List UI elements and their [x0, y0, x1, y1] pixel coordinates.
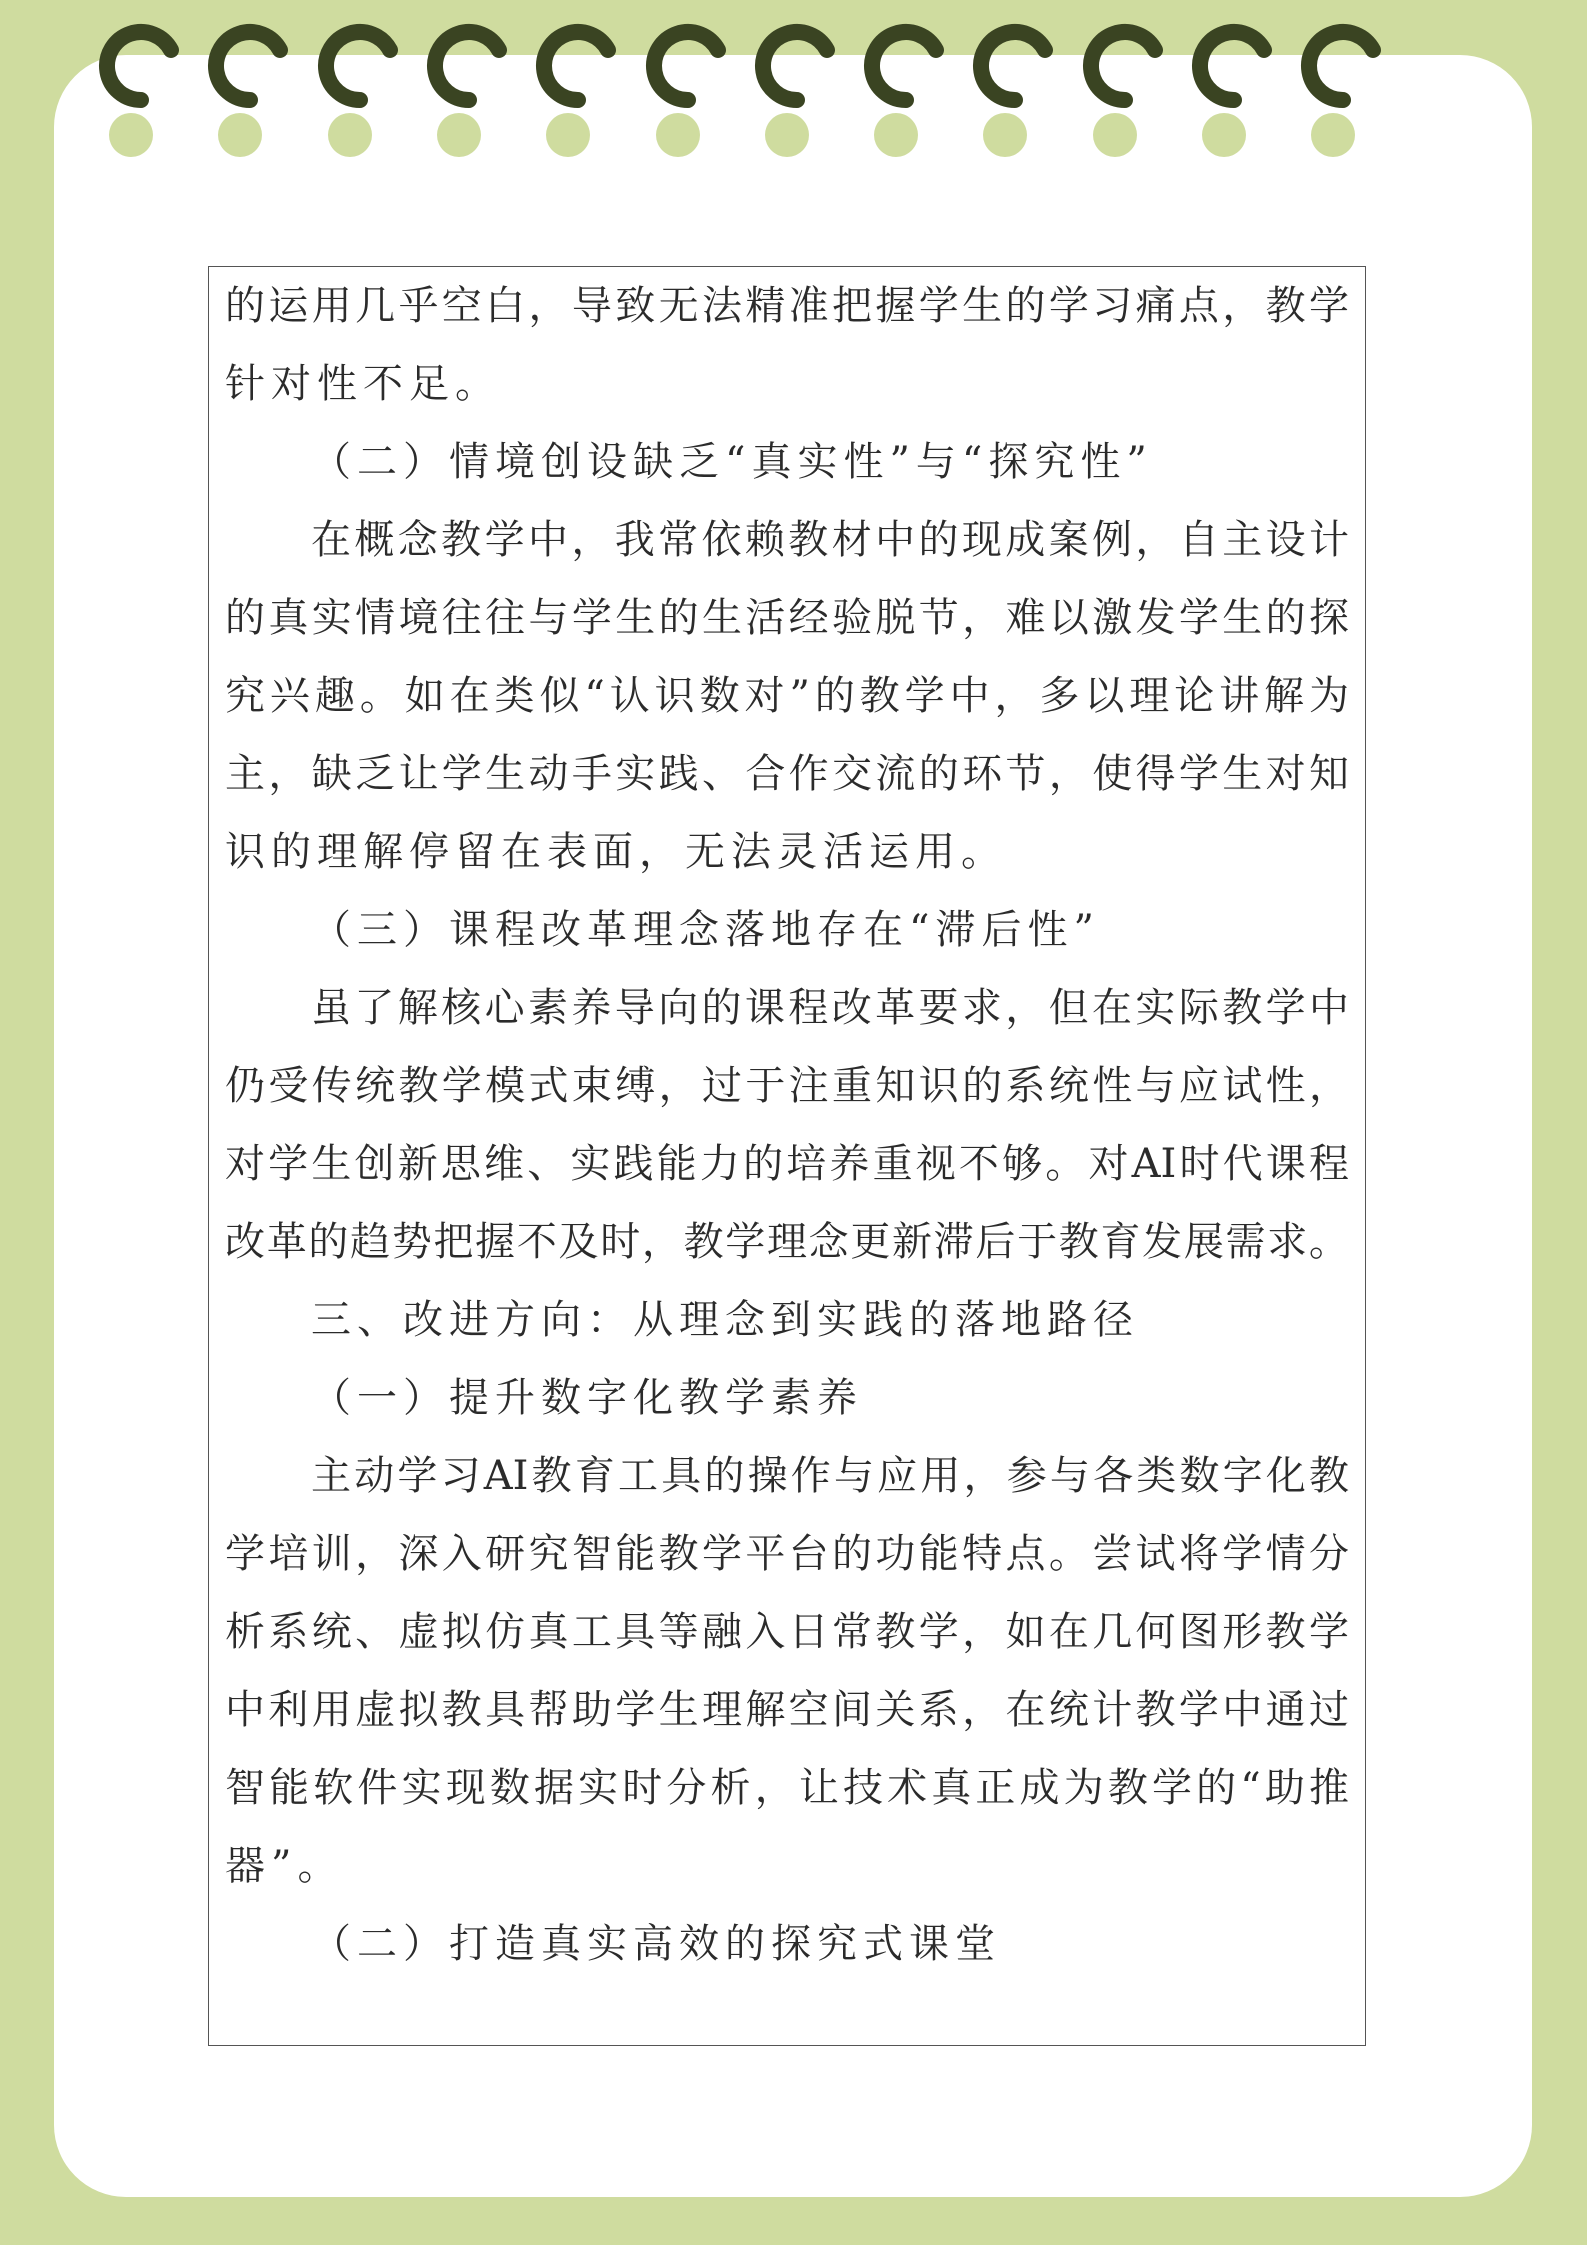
document-frame: [208, 266, 1366, 2046]
paragraph-line: 对 学 生 创 新 思 维 、 实 践 能 力 的 培 养 重 视 不 够 。 对 AI 时 代 课 程: [225, 1141, 1349, 1187]
section-heading: （二）打造真实高效的探究式课堂: [311, 1921, 1001, 1967]
binding-ring: [749, 0, 859, 160]
paragraph-line: 针对性不足。: [225, 361, 501, 407]
section-heading: 三、改进方向：从理念到实践的落地路径: [311, 1297, 1139, 1343]
paragraph-line: 识的理解停留在表面，无法灵活运用。: [225, 829, 1007, 875]
paragraph-line: 智 能 软 件 实 现 数 据 实 时 分 析 ， 让 技 术 真 正 成 为 教 学 的 “ 助 推: [225, 1765, 1349, 1811]
paragraph-line: 器”。: [225, 1843, 344, 1889]
binding-ring: [312, 0, 422, 160]
document-body: [225, 267, 1349, 1983]
paragraph-line: 主 ， 缺 乏 让 学 生 动 手 实 践 、 合 作 交 流 的 环 节 ， 使 得 学 生 对 知: [225, 751, 1349, 797]
paragraph-line: 在 概 念 教 学 中 ， 我 常 依 赖 教 材 中 的 现 成 案 例 ， 自 主 设 计: [311, 517, 1349, 563]
paragraph-line: 学 培 训 ， 深 入 研 究 智 能 教 学 平 台 的 功 能 特 点 。 尝 试 将 学 情 分: [225, 1531, 1349, 1577]
section-heading: （二）情境创设缺乏“真实性”与“探究性”: [311, 439, 1153, 485]
spiral-binding: [0, 0, 1587, 170]
binding-ring: [967, 0, 1077, 160]
binding-ring: [93, 0, 203, 160]
paragraph-line: 的 运 用 几 乎 空 白 ， 导 致 无 法 精 准 把 握 学 生 的 学 习 痛 点 ， 教 学: [225, 283, 1349, 329]
binding-ring: [1186, 0, 1296, 160]
binding-ring: [421, 0, 531, 160]
paragraph-line: 究 兴 趣 。 如 在 类 似 “ 认 识 数 对 ” 的 教 学 中 ， 多 以 理 论 讲 解 为: [225, 673, 1349, 719]
binding-ring: [1295, 0, 1405, 160]
paragraph-line: 中 利 用 虚 拟 教 具 帮 助 学 生 理 解 空 间 关 系 ， 在 统 计 教 学 中 通 过: [225, 1687, 1349, 1733]
binding-ring: [1077, 0, 1187, 160]
paragraph-line: 析 系 统 、 虚 拟 仿 真 工 具 等 融 入 日 常 教 学 ， 如 在 几 何 图 形 教 学: [225, 1609, 1349, 1655]
binding-ring: [530, 0, 640, 160]
paragraph-line: 仍 受 传 统 教 学 模 式 束 缚 ， 过 于 注 重 知 识 的 系 统 性 与 应 试 性 ，: [225, 1063, 1349, 1109]
paragraph-line: 主 动 学 习 AI 教 育 工 具 的 操 作 与 应 用 ， 参 与 各 类 数 字 化 教: [311, 1453, 1349, 1499]
paragraph-line: 虽 了 解 核 心 素 养 导 向 的 课 程 改 革 要 求 ， 但 在 实 际 教 学 中: [311, 985, 1349, 1031]
section-heading: （一）提升数字化教学素养: [311, 1375, 863, 1421]
section-heading: （三）课程改革理念落地存在“滞后性”: [311, 907, 1100, 953]
binding-ring: [858, 0, 968, 160]
paragraph-line: 的 真 实 情 境 往 往 与 学 生 的 生 活 经 验 脱 节 ， 难 以 激 发 学 生 的 探: [225, 595, 1349, 641]
binding-ring: [640, 0, 750, 160]
binding-ring: [202, 0, 312, 160]
paragraph-line: 改 革 的 趋 势 把 握 不 及 时 ， 教 学 理 念 更 新 滞 后 于 教 育 发 展 需 求 。: [225, 1219, 1349, 1265]
